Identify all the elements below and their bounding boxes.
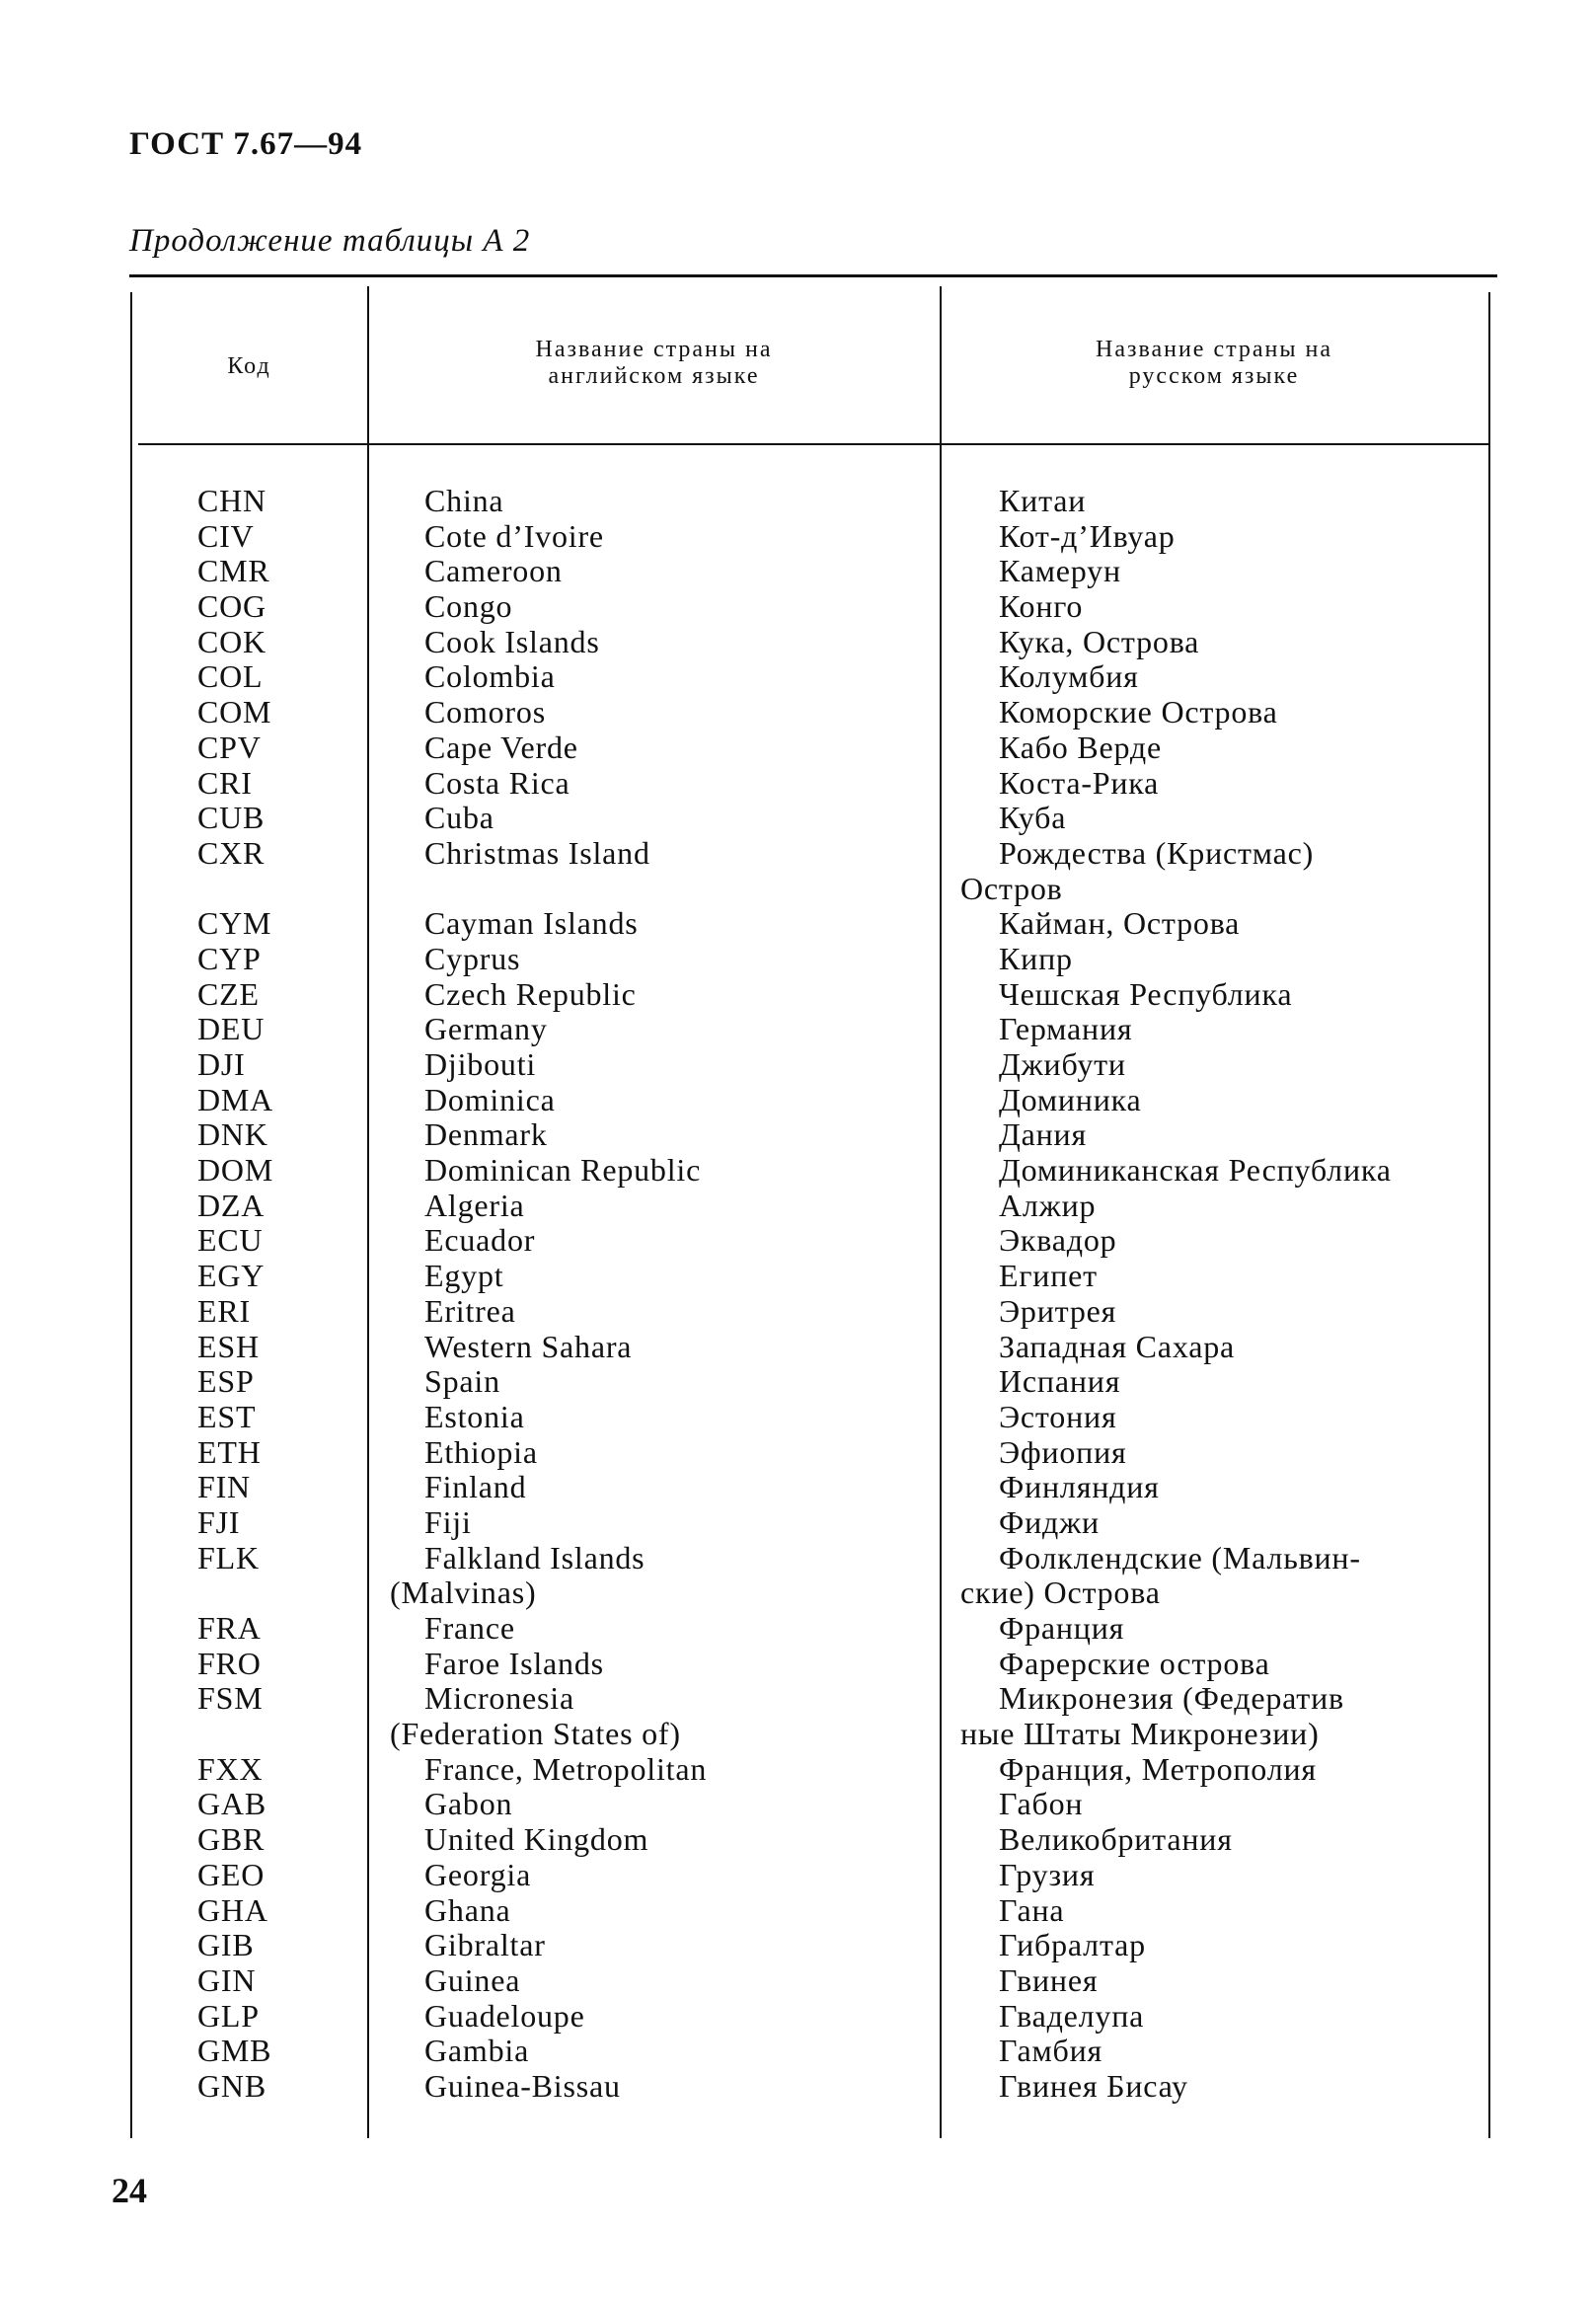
country-name-russian: Кипр (999, 940, 1073, 976)
country-name-english: Germany (424, 1011, 548, 1047)
country-code: ERI (197, 1292, 251, 1329)
country-name-english: Finland (424, 1469, 527, 1505)
table-row (0, 1153, 1596, 1189)
table-row (0, 1330, 1596, 1365)
document-standard-header: ГОСТ 7.67—94 (129, 126, 363, 162)
country-code: EST (197, 1398, 257, 1434)
country-name-english: France, Metropolitan (424, 1750, 708, 1787)
country-code: CXR (197, 834, 266, 871)
country-name-english: China (424, 483, 504, 518)
country-code: FLK (197, 1539, 260, 1575)
country-name-russian: Кука, Острова (999, 623, 1200, 659)
country-name-english: Cameroon (424, 553, 563, 589)
country-code: CYM (197, 905, 272, 942)
country-code: FSM (197, 1680, 264, 1717)
table-row (0, 1259, 1596, 1294)
country-name-english: Ecuador (424, 1222, 536, 1259)
country-code: GIN (197, 1961, 257, 1998)
table-row (0, 1963, 1596, 1999)
country-name-english: Ethiopia (424, 1433, 538, 1470)
country-name-english: Georgia (424, 1856, 532, 1892)
table-row (0, 1223, 1596, 1259)
country-code: GHA (197, 1891, 268, 1928)
table-row (0, 554, 1596, 589)
country-code: FRO (197, 1645, 262, 1681)
country-name-russian: Коморские Острова (999, 694, 1278, 730)
country-name-english: Colombia (424, 658, 556, 695)
table-top-rule (129, 274, 1497, 277)
country-name-english: Dominica (424, 1081, 556, 1117)
country-code: DNK (197, 1116, 268, 1153)
country-code: CIV (197, 517, 255, 554)
country-name-russian: Куба (999, 800, 1067, 836)
table-row (0, 1505, 1596, 1541)
country-name-russian: Эритрея (999, 1292, 1117, 1329)
table-row (0, 836, 1596, 906)
country-code: ETH (197, 1433, 262, 1470)
table-row (0, 625, 1596, 660)
table-row (0, 519, 1596, 555)
table-row (0, 1364, 1596, 1400)
table-row (0, 801, 1596, 836)
country-name-russian: Гибралтар (999, 1927, 1146, 1963)
country-name-english: Cook Islands (424, 623, 600, 659)
table-row (0, 1541, 1596, 1611)
table-row (0, 1893, 1596, 1929)
country-name-english: Ghana (424, 1891, 511, 1928)
country-name-russian: Камерун (999, 553, 1121, 589)
country-name-english: Denmark (424, 1116, 548, 1153)
country-name-english: Cuba (424, 800, 494, 836)
table-row (0, 1752, 1596, 1788)
table-body (0, 484, 1596, 2105)
country-name-english: Egypt (424, 1258, 504, 1294)
table-row (0, 1083, 1596, 1118)
country-name-russian: Финляндия (999, 1469, 1160, 1505)
country-name-russian: Гвинея (999, 1961, 1099, 1998)
column-header-code: Код (227, 353, 271, 379)
table-row (0, 1189, 1596, 1224)
country-name-english: Gambia (424, 2033, 530, 2069)
country-name-russian: Китаи (999, 483, 1087, 518)
country-name-russian: Доминиканская Республика (999, 1152, 1392, 1189)
country-name-russian: Гвинея Бисау (999, 2067, 1188, 2104)
country-name-english: Guadeloupe (424, 1997, 585, 2034)
country-name-english: United Kingdom (424, 1821, 649, 1858)
table-row (0, 2034, 1596, 2069)
table-caption: Продолжение таблицы А 2 (129, 223, 531, 259)
table-row (0, 1294, 1596, 1330)
country-name-russian: Гана (999, 1891, 1065, 1928)
country-code: CZE (197, 975, 260, 1012)
country-name-english: Congo (424, 588, 513, 625)
country-code: GLP (197, 1997, 260, 2034)
country-name-russian: Испания (999, 1363, 1121, 1400)
table-header-rule (138, 443, 1490, 445)
country-name-russian: Чешская Республика (999, 975, 1293, 1012)
country-code: CRI (197, 764, 253, 801)
country-code: COK (197, 623, 266, 659)
table-row (0, 1470, 1596, 1505)
table-row (0, 484, 1596, 519)
country-code: FIN (197, 1469, 251, 1505)
country-code: CUB (197, 800, 266, 836)
country-name-english-continued: (Malvinas) (390, 1575, 537, 1611)
country-name-russian: Фарерские острова (999, 1645, 1270, 1681)
country-name-russian-continued: ские) Острова (960, 1575, 1161, 1611)
country-name-english: Cote d’Ivoire (424, 517, 604, 554)
country-name-english: Falkland Islands (424, 1539, 646, 1575)
country-name-english: Dominican Republic (424, 1152, 702, 1189)
table-row (0, 766, 1596, 802)
country-name-english: Estonia (424, 1398, 525, 1434)
country-name-english: Gibraltar (424, 1927, 546, 1963)
country-name-russian: Габон (999, 1786, 1084, 1822)
country-name-russian: Кабо Верде (999, 729, 1163, 765)
table-row (0, 1435, 1596, 1471)
country-name-russian: Дания (999, 1116, 1087, 1153)
country-name-english: Guinea-Bissau (424, 2067, 621, 2104)
table-row (0, 1611, 1596, 1647)
country-name-russian-continued: Остров (960, 870, 1063, 906)
country-name-english: Christmas Island (424, 834, 650, 871)
country-name-russian: Германия (999, 1011, 1133, 1047)
country-code: COG (197, 588, 266, 625)
country-code: GBR (197, 1821, 266, 1858)
country-name-russian: Гамбия (999, 2033, 1103, 2069)
country-code: DOM (197, 1152, 274, 1189)
country-name-english: Guinea (424, 1961, 521, 1998)
country-code: ESH (197, 1328, 260, 1364)
country-code: CPV (197, 729, 262, 765)
country-name-english: Cyprus (424, 940, 521, 976)
country-code: GEO (197, 1856, 266, 1892)
country-name-english: Gabon (424, 1786, 513, 1822)
table-row (0, 1681, 1596, 1751)
country-name-russian: Франция (999, 1610, 1125, 1647)
table-row (0, 1047, 1596, 1083)
country-name-english: Cape Verde (424, 729, 578, 765)
country-code: FXX (197, 1750, 264, 1787)
country-code: GIB (197, 1927, 255, 1963)
country-name-russian: Коста-Рика (999, 764, 1160, 801)
table-row (0, 1858, 1596, 1893)
country-code: ECU (197, 1222, 264, 1259)
country-code: ESP (197, 1363, 255, 1400)
country-code: GMB (197, 2033, 272, 2069)
table-row (0, 2069, 1596, 2105)
page-number: 24 (112, 2171, 147, 2210)
country-code: FRA (197, 1610, 262, 1647)
country-name-english: Fiji (424, 1503, 472, 1540)
table-row (0, 1012, 1596, 1047)
country-code: DZA (197, 1187, 266, 1223)
country-name-russian-continued: ные Штаты Микронезии) (960, 1716, 1320, 1752)
country-name-russian: Франция, Метрополия (999, 1750, 1317, 1787)
table-row (0, 589, 1596, 625)
country-name-russian: Эфиопия (999, 1433, 1127, 1470)
country-name-russian: Кайман, Острова (999, 905, 1241, 942)
country-name-russian: Рождества (Кристмас) (999, 834, 1315, 871)
country-code: DJI (197, 1046, 246, 1083)
country-name-english: Comoros (424, 694, 546, 730)
country-code: COM (197, 694, 272, 730)
country-name-english: France (424, 1610, 515, 1647)
country-name-russian: Эстония (999, 1398, 1117, 1434)
table-row (0, 1117, 1596, 1153)
country-name-russian: Колумбия (999, 658, 1139, 695)
table-row (0, 906, 1596, 942)
country-name-russian: Гваделупа (999, 1997, 1145, 2034)
column-header-english: Название страны на английском языке (535, 337, 773, 389)
country-name-russian: Фолклендские (Мальвин- (999, 1539, 1361, 1575)
table-row (0, 1999, 1596, 2035)
country-code: DMA (197, 1081, 274, 1117)
country-code: GAB (197, 1786, 266, 1822)
table-row (0, 1400, 1596, 1435)
country-code: FJI (197, 1503, 241, 1540)
country-name-russian: Микронезия (Федератив (999, 1680, 1344, 1717)
table-row (0, 695, 1596, 730)
country-name-russian: Великобритания (999, 1821, 1233, 1858)
table-row (0, 977, 1596, 1013)
country-name-english: Algeria (424, 1187, 525, 1223)
column-header-russian: Название страны на русском языке (1095, 337, 1333, 389)
country-name-russian: Кот-д’Ивуар (999, 517, 1176, 554)
country-name-english: Costa Rica (424, 764, 570, 801)
country-name-english: Spain (424, 1363, 500, 1400)
country-name-russian: Джибути (999, 1046, 1126, 1083)
country-name-russian: Алжир (999, 1187, 1097, 1223)
country-name-russian: Западная Сахара (999, 1328, 1235, 1364)
table-row (0, 730, 1596, 766)
country-name-english: Western Sahara (424, 1328, 633, 1364)
country-name-russian: Конго (999, 588, 1084, 625)
country-name-english: Czech Republic (424, 975, 637, 1012)
country-name-russian: Эквадор (999, 1222, 1117, 1259)
country-name-english-continued: (Federation States of) (390, 1716, 681, 1752)
country-code: EGY (197, 1258, 266, 1294)
table-row (0, 1787, 1596, 1822)
table-row (0, 1647, 1596, 1682)
table-row (0, 659, 1596, 695)
country-code: CYP (197, 940, 262, 976)
country-code: COL (197, 658, 264, 695)
country-code: CMR (197, 553, 270, 589)
country-code: CHN (197, 483, 266, 518)
country-name-english: Djibouti (424, 1046, 537, 1083)
table-row (0, 1822, 1596, 1858)
country-name-english: Micronesia (424, 1680, 574, 1717)
country-name-russian: Египет (999, 1258, 1098, 1294)
country-name-english: Cayman Islands (424, 905, 639, 942)
table-row (0, 942, 1596, 977)
country-code: GNB (197, 2067, 266, 2104)
country-code: DEU (197, 1011, 266, 1047)
country-name-english: Eritrea (424, 1292, 516, 1329)
country-name-english: Faroe Islands (424, 1645, 604, 1681)
country-name-russian: Фиджи (999, 1503, 1100, 1540)
country-name-russian: Грузия (999, 1856, 1096, 1892)
table-row (0, 1928, 1596, 1963)
country-name-russian: Доминика (999, 1081, 1142, 1117)
